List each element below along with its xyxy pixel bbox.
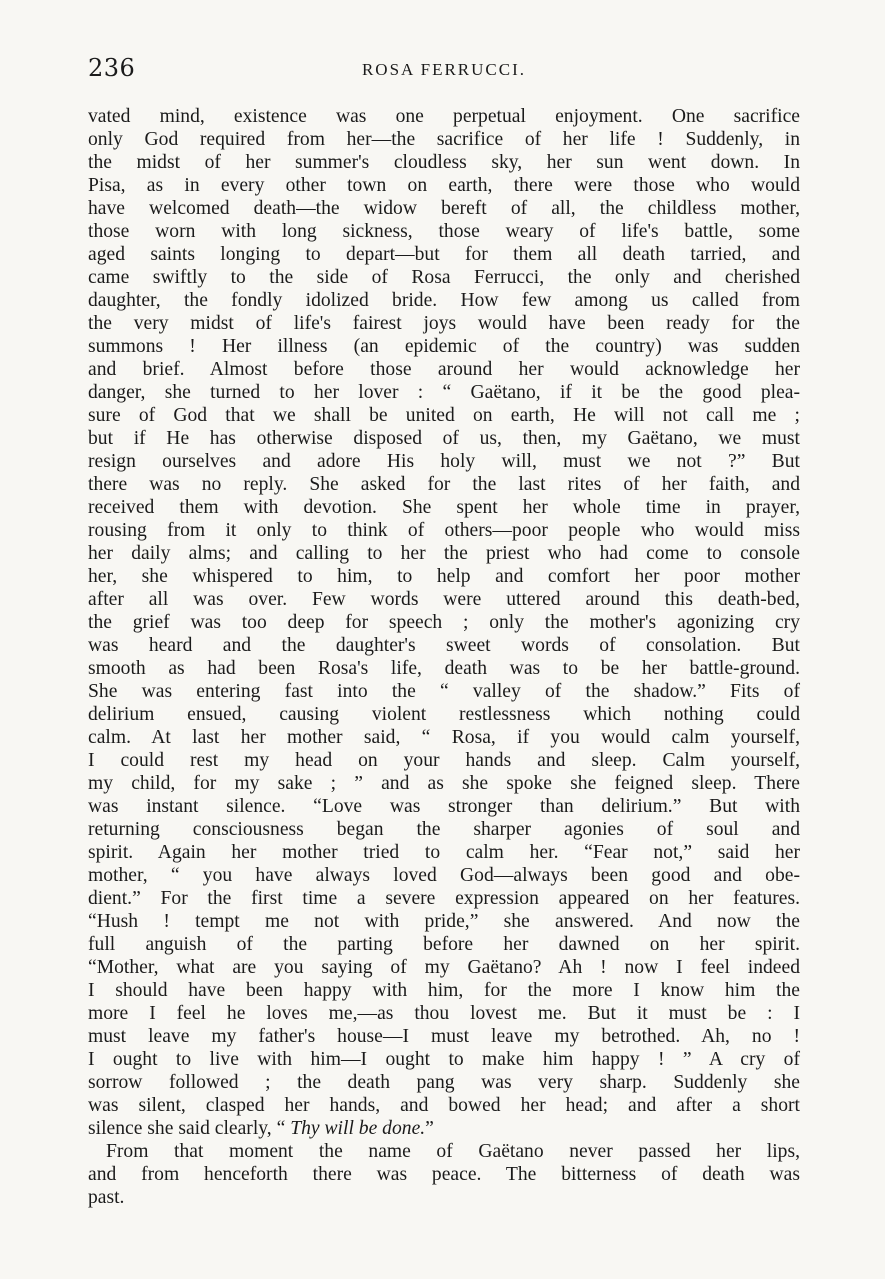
thy-will-be-done: Thy will be done. [290, 1118, 426, 1139]
text-line: was instant silence. “Love was stronger than delirium.” But with [88, 796, 800, 817]
text-line: danger, she turned to her lover : “ Gaëtano, if it be the good plea- [88, 382, 800, 403]
text-line: have welcomed death—the widow bereft of all, the childless mother, [88, 198, 800, 219]
text-line: “Mother, what are you saying of my Gaëtano? Ah ! now I feel indeed [88, 957, 800, 978]
running-title: ROSA FERRUCCI. [361, 60, 527, 79]
text-line: was silent, clasped her hands, and bowed her head; and after a short [88, 1095, 800, 1116]
page-number: 236 [88, 54, 136, 82]
text-line: there was no reply. She asked for the last rites of her faith, and [88, 474, 800, 495]
text-line: and brief. Almost before those around her would acknowledge her [88, 359, 800, 380]
page-header [88, 54, 800, 84]
text-line: her daily alms; and calling to her the priest who had come to console [88, 543, 800, 564]
text-line: spirit. Again her mother tried to calm her. “Fear not,” said her [88, 842, 800, 863]
text-line: must leave my father's house—I must leave my betrothed. Ah, no ! [88, 1026, 800, 1047]
final-paragraph-line: and from henceforth there was peace. The bitterness of death was [88, 1164, 800, 1185]
text-line: returning consciousness began the sharper agonies of soul and [88, 819, 800, 840]
text-line: She was entering fast into the “ valley of the shadow.” Fits of [88, 681, 800, 702]
final-paragraph-line: past. [88, 1187, 125, 1208]
text-line: I ought to live with him—I ought to make him happy ! ” A cry of [88, 1049, 800, 1070]
text-line: I could rest my head on your hands and sleep. Calm yourself, [88, 750, 800, 771]
text-line: sure of God that we shall be united on earth, He will not call me ; [88, 405, 800, 426]
text-line: aged saints longing to depart—but for them all death tarried, and [88, 244, 800, 265]
text-line: only God required from her—the sacrifice of her life ! Suddenly, in [88, 129, 800, 150]
text-line: came swiftly to the side of Rosa Ferrucci, the only and cherished [88, 267, 800, 288]
text-line: my child, for my sake ; ” and as she spoke she feigned sleep. There [88, 773, 800, 794]
text-line: was heard and the daughter's sweet words of consolation. But [88, 635, 800, 656]
closing-line [88, 1117, 800, 1140]
text-line: full anguish of the parting before her dawned on her spirit. [88, 934, 800, 955]
text-line: resign ourselves and adore His holy will, must we not ?” But [88, 451, 800, 472]
final-paragraph-line: From that moment the name of Gaëtano never passed her lips, [106, 1141, 800, 1162]
text-line: I should have been happy with him, for the more I know him the [88, 980, 800, 1001]
text-line: Pisa, as in every other town on earth, there were those who would [88, 175, 800, 196]
text-line: “Hush ! tempt me not with pride,” she answered. And now the [88, 911, 800, 932]
text-line: the midst of her summer's cloudless sky, her sun went down. In [88, 152, 800, 173]
text-line: the grief was too deep for speech ; only the mother's agonizing cry [88, 612, 800, 633]
text-line: more I feel he loves me,—as thou lovest me. But it must be : I [88, 1003, 800, 1024]
text-line: calm. At last her mother said, “ Rosa, if you would calm yourself, [88, 727, 800, 748]
text-line: vated mind, existence was one perpetual enjoyment. One sacrifice [88, 106, 800, 127]
text-line: the very midst of life's fairest joys would have been ready for the [88, 313, 800, 334]
text-line: received them with devotion. She spent her whole time in prayer, [88, 497, 800, 518]
body-text [88, 105, 800, 1209]
text-line: daughter, the fondly idolized bride. How few among us called from [88, 290, 800, 311]
text-line: dient.” For the first time a severe expression appeared on her features. [88, 888, 800, 909]
text-line: those worn with long sickness, those weary of life's battle, some [88, 221, 800, 242]
text-line: rousing from it only to think of others—poor people who would miss [88, 520, 800, 541]
text-line: delirium ensued, causing violent restlessness which nothing could [88, 704, 800, 725]
text-line: sorrow followed ; the death pang was very sharp. Suddenly she [88, 1072, 800, 1093]
closing-line-before: silence she said clearly, “ [88, 1118, 291, 1139]
text-line: but if He has otherwise disposed of us, then, my Gaëtano, we must [88, 428, 800, 449]
text-line: summons ! Her illness (an epidemic of the country) was sudden [88, 336, 800, 357]
closing-line-after: ” [425, 1118, 434, 1139]
text-line: smooth as had been Rosa's life, death was to be her battle-ground. [88, 658, 800, 679]
text-line: mother, “ you have always loved God—always been good and obe- [88, 865, 800, 886]
text-line: after all was over. Few words were uttered around this death-bed, [88, 589, 800, 610]
text-line: her, she whispered to him, to help and comfort her poor mother [88, 566, 800, 587]
